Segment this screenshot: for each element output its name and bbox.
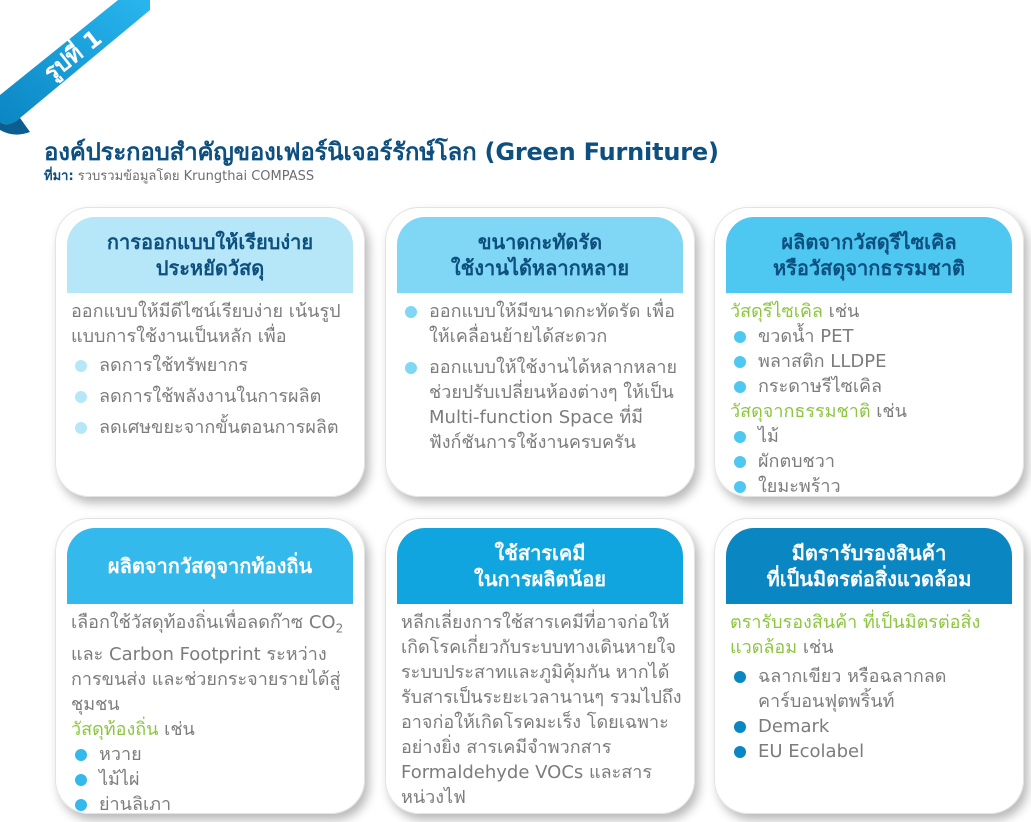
list-item: ใยมะพร้าว — [730, 474, 1012, 499]
group-label: วัสดุท้องถิ่น เช่น — [71, 718, 195, 740]
card-body — [71, 299, 353, 446]
card-eco-label — [714, 518, 1024, 814]
card-heading: ใช้สารเคมี ในการผลิตน้อย — [397, 528, 683, 604]
bullet-icon — [75, 422, 87, 434]
group-label: วัสดุรีไซเคิล เช่น — [730, 301, 860, 322]
bullet-list — [730, 424, 1012, 499]
bullet-icon — [405, 362, 417, 374]
card-heading: การออกแบบให้เรียบง่าย ประหยัดวัสดุ — [67, 217, 353, 293]
group-label: วัสดุจากธรรมชาติ เช่น — [730, 401, 907, 422]
bullet-icon — [75, 799, 87, 811]
card-low-chemicals — [385, 518, 695, 814]
list-item: ลดการใช้ทรัพยากร — [71, 353, 353, 378]
bullet-icon — [405, 306, 417, 318]
bullet-list — [401, 299, 683, 455]
card-compact-size — [385, 207, 695, 497]
bullet-icon — [734, 746, 746, 758]
card-heading: ขนาดกะทัดรัด ใช้งานได้หลากหลาย — [397, 217, 683, 293]
card-recycled-materials — [714, 207, 1024, 497]
card-simple-design — [55, 207, 365, 497]
bullet-icon — [734, 431, 746, 443]
page-title: องค์ประกอบสำคัญของเฟอร์นิเจอร์รักษ์โลก (Green Furniture) — [44, 138, 719, 166]
card-body — [71, 610, 353, 817]
list-item: ไม้ — [730, 424, 1012, 449]
bullet-icon — [75, 749, 87, 761]
bullet-icon — [75, 774, 87, 786]
list-item: ขวดน้ำ PET — [730, 324, 1012, 349]
card-local-materials — [55, 518, 365, 814]
bullet-icon — [734, 331, 746, 343]
list-item: ออกแบบให้มีขนาดกะทัดรัด เพื่อให้เคลื่อนย้ายได้สะดวก — [401, 299, 683, 349]
source-note: ที่มา: รวบรวมข้อมูลโดย Krungthai COMPASS — [44, 169, 315, 184]
list-item: ลดการใช้พลังงานในการผลิต — [71, 384, 353, 409]
card-heading: ผลิตจากวัสดุจากท้องถิ่น — [67, 528, 353, 604]
figure-label: รูปที่ 1 — [39, 25, 108, 87]
list-item: กระดาษรีไซเคิล — [730, 374, 1012, 399]
list-item: Demark — [730, 714, 1012, 739]
card-intro: ออกแบบให้มีดีไซน์เรียบง่าย เน้นรูปแบบการใช้งานเป็นหลัก เพื่อ — [71, 301, 341, 347]
bullet-icon — [75, 360, 87, 372]
list-item: ผักตบชวา — [730, 449, 1012, 474]
card-body — [401, 610, 683, 810]
bullet-icon — [734, 721, 746, 733]
card-body — [730, 299, 1012, 499]
list-item: หวาย — [71, 742, 353, 767]
list-item: EU Ecolabel — [730, 739, 1012, 764]
card-heading: ผลิตจากวัสดุรีไซเคิล หรือวัสดุจากธรรมชาติ — [726, 217, 1012, 293]
list-item: ย่านลิเภา — [71, 792, 353, 817]
group-label: ตรารับรองสินค้า ที่เป็นมิตรต่อสิ่งแวดล้อม เช่น — [730, 612, 981, 658]
bullet-icon — [734, 481, 746, 493]
bullet-list — [730, 664, 1012, 764]
card-body — [401, 299, 683, 461]
figure-ribbon — [0, 0, 150, 150]
bullet-icon — [75, 391, 87, 403]
bullet-list — [71, 742, 353, 817]
bullet-list — [730, 324, 1012, 399]
bullet-icon — [734, 356, 746, 368]
card-intro: เลือกใช้วัสดุท้องถิ่นเพื่อลดก๊าซ $CO_2$ และ Carbon Footprint ระหว่างการขนส่ง และช่วยกระจายรายได้สู่ชุมชน — [71, 612, 344, 715]
list-item: ไม้ไผ่ — [71, 767, 353, 792]
bullet-icon — [734, 456, 746, 468]
list-item: ฉลากเขียว หรือฉลากลดคาร์บอนฟุตพริ้นท์ — [730, 664, 1012, 714]
bullet-list — [71, 353, 353, 440]
card-heading: มีตรารับรองสินค้า ที่เป็นมิตรต่อสิ่งแวดล้อม — [726, 528, 1012, 604]
card-body — [730, 610, 1012, 764]
list-item: พลาสติก LLDPE — [730, 349, 1012, 374]
bullet-icon — [734, 671, 746, 683]
card-text: หลีกเลี่ยงการใช้สารเคมีที่อาจก่อให้เกิดโรคเกี่ยวกับระบบทางเดินหายใจ ระบบประสาทและภูมิคุ้มกัน หากได้รับสารเป็นระยะเวลานานๆ รวมไปถึงอาจก่อให้เกิดโรคมะเร็ง โดยเฉพาะอย่างยิ่ง สารเคมีจำพวกสาร Formaldehyde VOCs และสารหน่วงไฟ — [401, 612, 682, 808]
list-item: ลดเศษขยะจากขั้นตอนการผลิต — [71, 415, 353, 440]
bullet-icon — [734, 381, 746, 393]
list-item: ออกแบบให้ใช้งานได้หลากหลาย ช่วยปรับเปลี่ยนห้องต่างๆ ให้เป็น Multi-function Space ที่มีฟังก์ชันการใช้งานครบครัน — [401, 355, 683, 455]
